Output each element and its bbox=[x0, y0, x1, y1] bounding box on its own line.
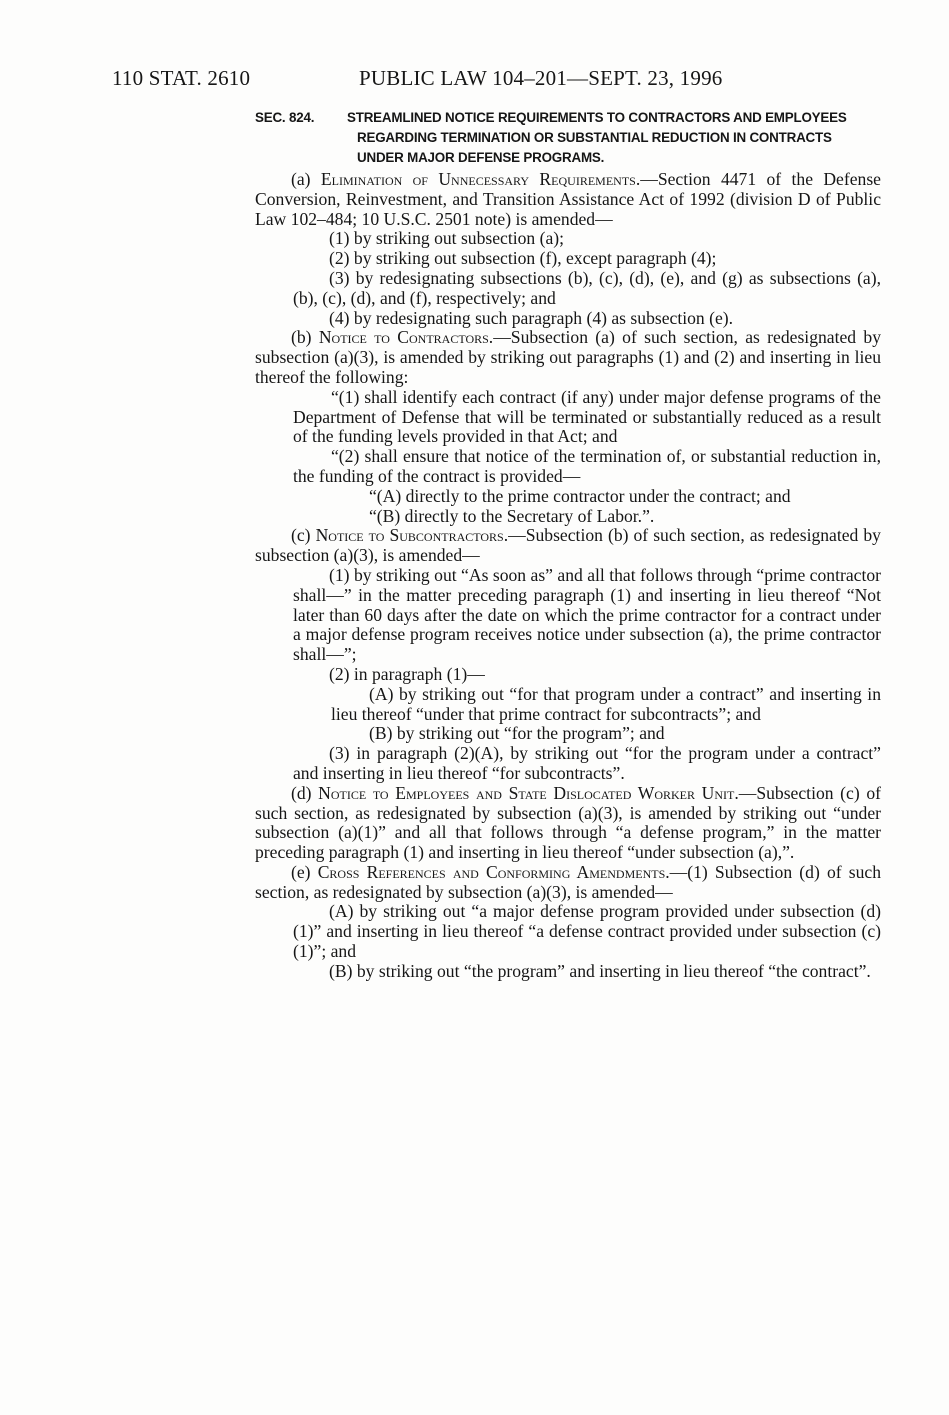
subsection-e-item-b: (B) by striking out “the program” and inserting in lieu thereof “the contract”. bbox=[329, 960, 871, 981]
subsection-d bbox=[255, 784, 881, 863]
subsection-b-text: .—Subsection (a) of such section, as redesignated by subsection (a)(3), is amended by striking out paragraphs (1) and (2) and inserting in lieu thereof the following: bbox=[255, 327, 881, 387]
section-heading bbox=[255, 108, 881, 168]
subsection-c-text: .—Subsection (b) of such section, as redesignated by subsection (a)(3), is amended— bbox=[255, 525, 881, 566]
subsection-e bbox=[255, 863, 881, 903]
subsection-e-heading: Cross References and Conforming Amendments bbox=[317, 861, 666, 882]
subsection-c-label: (c) bbox=[291, 525, 316, 546]
subsection-e-label: (e) bbox=[291, 861, 318, 882]
section-number: SEC. 824. bbox=[255, 110, 315, 125]
subsection-e-item-a: (A) by striking out “a major defense program provided under subsection (d)(1)” and inserting in lieu thereof “a defense contract provided under subsection (c)(1)”; and bbox=[293, 901, 881, 962]
subsection-a-item: (2) by striking out subsection (f), except paragraph (4); bbox=[329, 248, 717, 269]
subsection-c-item-1: (1) by striking out “As soon as” and all that follows through “prime contractor shall—” in the matter preceding paragraph (1) and inserting in lieu thereof “Not later than 60 days after the date on which the prime contractor for a contract under a major defense program receives notice under subsection (a), the prime contractor shall—”; bbox=[293, 564, 881, 665]
subsection-a bbox=[255, 170, 881, 229]
subsection-c-item-2a: (A) by striking out “for that program under a contract” and inserting in lieu thereof “under that prime contract for subcontracts”; and bbox=[331, 683, 881, 724]
subsection-c-item-2: (2) in paragraph (1)— bbox=[329, 663, 485, 684]
subsection-a-item: (1) by striking out subsection (a); bbox=[329, 228, 565, 249]
subsection-c-heading: Notice to Subcontractors bbox=[315, 525, 504, 546]
section-body bbox=[255, 108, 881, 982]
subsection-b-label: (b) bbox=[291, 327, 319, 348]
public-law-citation: PUBLIC LAW 104–201—SEPT. 23, 1996 bbox=[359, 66, 723, 90]
subsection-c-item-2b: (B) by striking out “for the program”; and bbox=[369, 723, 665, 744]
subsection-b-heading: Notice to Contractors bbox=[318, 327, 489, 348]
subsection-e-text: .—(1) Subsection (d) of such section, as redesignated by subsection (a)(3), is amended— bbox=[255, 861, 881, 902]
subsection-b bbox=[255, 328, 881, 387]
quoted-paragraph-1: “(1) shall identify each contract (if any) under major defense programs of the Department of Defense that will be terminated or substantially reduced as a result of the funding levels provided in that Act; and bbox=[293, 386, 881, 447]
running-head bbox=[112, 66, 882, 90]
section-title: STREAMLINED NOTICE REQUIREMENTS TO CONTRACTORS AND EMPLOYEES REGARDING TERMINATION OR SUBSTANTIAL REDUCTION IN CONTRACTS UNDER MAJOR DEFENSE PROGRAMS. bbox=[347, 110, 847, 165]
subsection-a-item: (4) by redesignating such paragraph (4) as subsection (e). bbox=[329, 307, 734, 328]
stat-page-number: 110 STAT. 2610 bbox=[112, 66, 251, 90]
subsection-a-item: (3) by redesignating subsections (b), (c), (d), (e), and (g) as subsections (a), (b), (c), (d), and (f), respectively; and bbox=[293, 267, 881, 308]
quoted-paragraph-2: “(2) shall ensure that notice of the termination of, or substantial reduction in, the funding of the contract is provided— bbox=[293, 446, 881, 486]
subsection-a-label: (a) bbox=[291, 169, 321, 189]
subsection-c bbox=[255, 526, 881, 566]
subsection-d-text: .—Subsection (c) of such section, as redesignated by subsection (a)(3), is amended by striking out “under subsection (a)(1)” and all that follows through “a defense program,” in the matter preceding paragraph (1) and inserting in lieu thereof “under subsection (a),”. bbox=[255, 782, 882, 863]
quoted-subparagraph-a: “(A) directly to the prime contractor under the contract; and bbox=[369, 485, 791, 506]
subsection-c-item-3: (3) in paragraph (2)(A), by striking out “for the program under a contract” and inserting in lieu thereof “for subcontracts”. bbox=[293, 743, 881, 783]
subsection-a-text: .—Section 4471 of the Defense Conversion, Reinvestment, and Transition Assistance Act of 1992 (division D of Public Law 102–484; 10 U.S.C. 2501 note) is amended— bbox=[255, 169, 881, 229]
subsection-a-heading: Elimination of Unnecessary Requirements bbox=[320, 169, 636, 189]
subsection-d-heading: Notice to Employees and State Dislocated Worker Unit bbox=[318, 782, 735, 803]
quoted-subparagraph-b: “(B) directly to the Secretary of Labor.”. bbox=[369, 505, 655, 526]
subsection-d-label: (d) bbox=[291, 782, 319, 803]
